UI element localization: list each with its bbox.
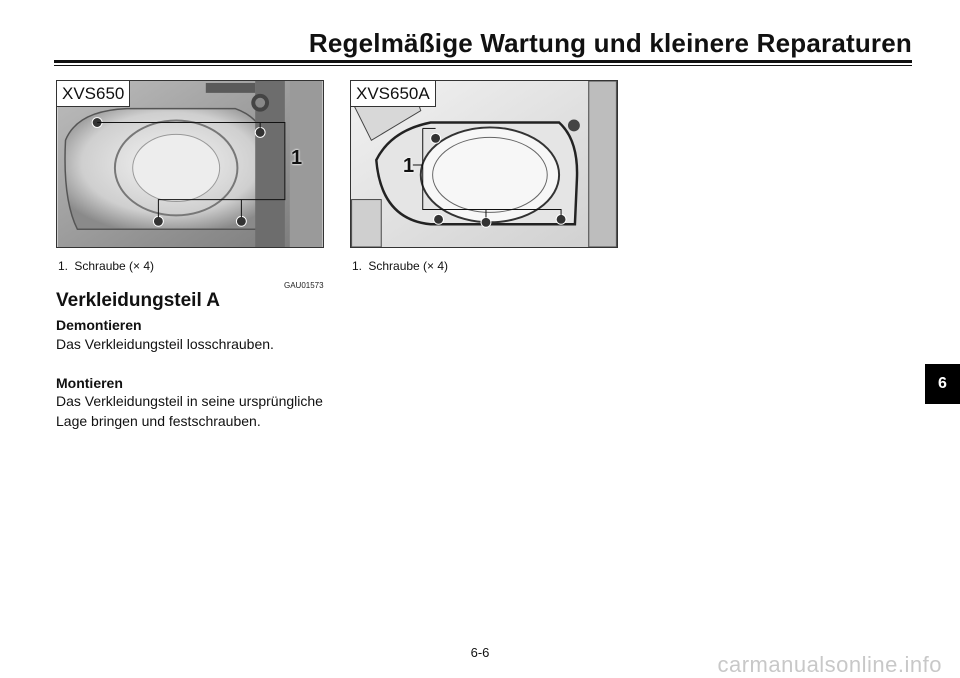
watermark: carmanualsonline.info: [717, 652, 942, 677]
remove-heading: Demontieren: [56, 317, 142, 333]
caption-text: Schraube (× 4): [368, 259, 449, 273]
install-text: Das Verkleidungsteil in seine ursprüngliche Lage bringen und festschrauben.: [56, 393, 323, 429]
figure-caption: [352, 259, 448, 273]
install-heading: Montieren: [56, 375, 123, 391]
photo-xvs650: [56, 80, 324, 248]
section-code: GAU01573: [284, 281, 324, 290]
header-rule-thin: [54, 65, 912, 66]
caption-text: Schraube (× 4): [74, 259, 155, 273]
callout-number: 1: [403, 155, 415, 177]
callout-number: 1: [291, 147, 303, 169]
remove-text: Das Verkleidungsteil losschrauben.: [56, 336, 274, 352]
model-label: XVS650A: [351, 81, 436, 107]
caption-number: 1.: [352, 259, 363, 273]
caption-number: 1.: [58, 259, 69, 273]
chapter-tab: 6: [925, 364, 960, 404]
photo-xvs650a: [350, 80, 618, 248]
page-header-title: Regelmäßige Wartung und kleinere Reparaturen: [308, 28, 912, 58]
section-title: Verkleidungsteil A: [56, 290, 221, 311]
model-label: XVS650: [57, 81, 130, 107]
header-rule-thick: [54, 60, 912, 63]
figure-caption: [58, 259, 154, 273]
page-number: 6-6: [470, 645, 490, 660]
